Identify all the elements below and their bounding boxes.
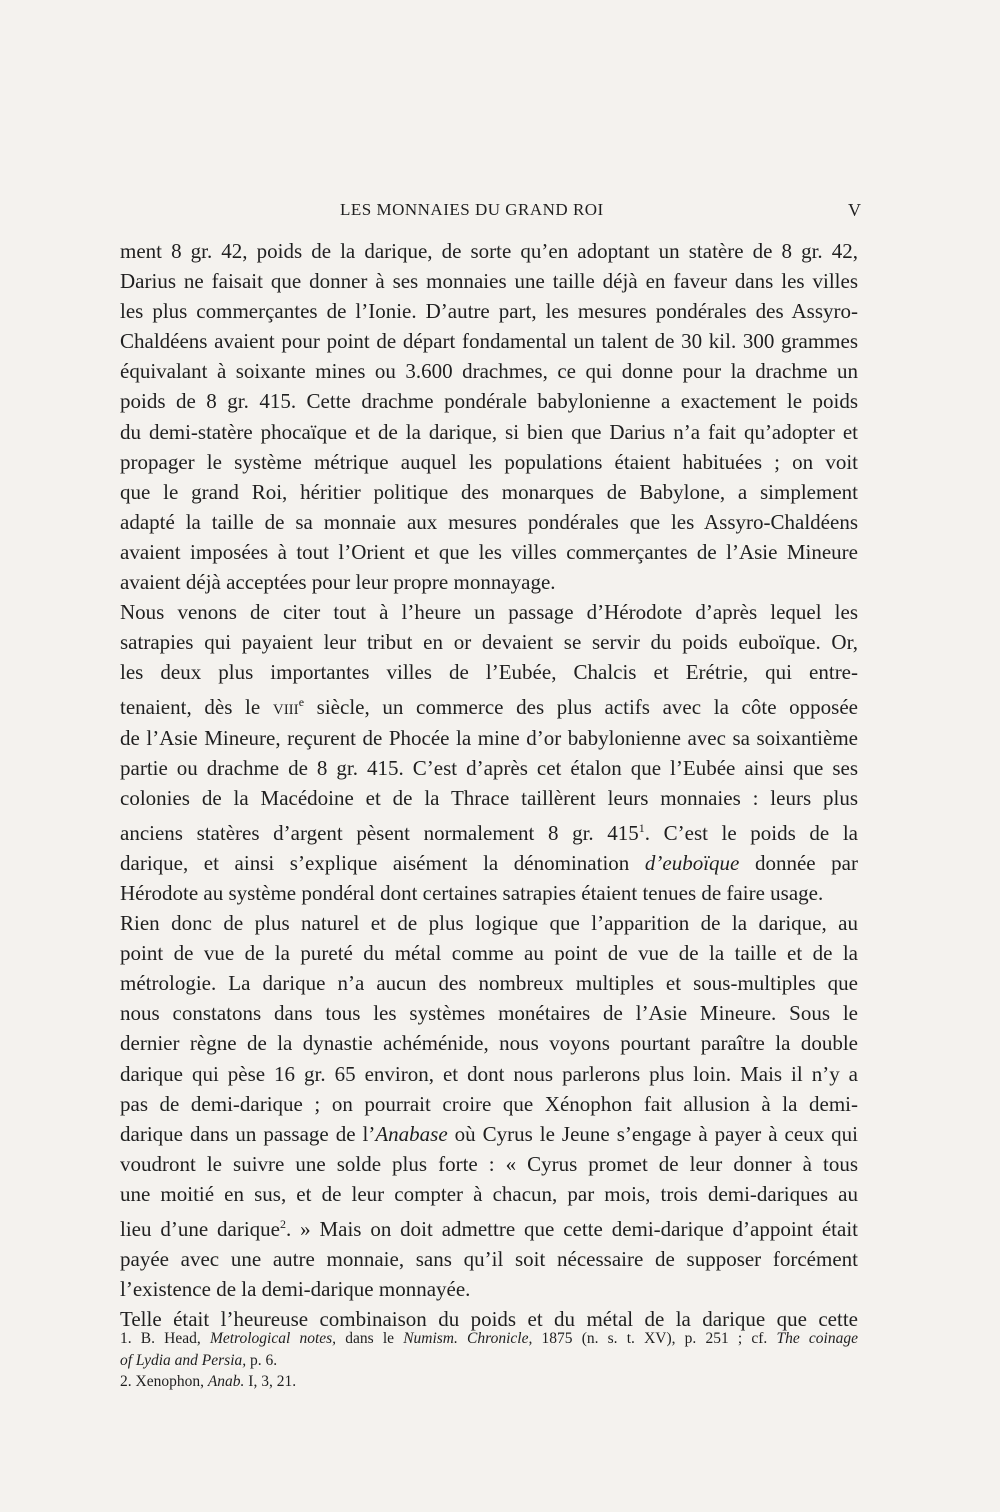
text-run: . » Mais on doit admettre que cette demi-darique d’appoint était (286, 1217, 858, 1241)
text-line (120, 1209, 858, 1244)
italic-title: Anab. (207, 1373, 245, 1390)
text-run: darique dans un passage de l’ (120, 1121, 376, 1146)
text-line: adapté la taille de sa monnaie aux mesures pondérales que les Assyro-Chaldéens (120, 509, 858, 534)
footnote-1 (120, 1328, 858, 1350)
text-line: partie ou drachme de 8 gr. 415. C’est d’après cet étalon que l’Eubée ainsi que ses (120, 755, 858, 780)
text-line: l’existence de la demi-darique monnayée. (120, 1277, 471, 1302)
text-line: colonies de la Macédoine et de la Thrace taillèrent leurs monnaies : leurs plus (120, 785, 858, 810)
footnote-1-continued (120, 1350, 858, 1372)
text-run: B. Head, (131, 1330, 210, 1347)
text-line: pas de demi-darique ; on pourrait croire que Xénophon fait allusion à la demi- (120, 1091, 858, 1116)
footnote-number: 2. (120, 1373, 132, 1390)
italic-title: of Lydia and Persia, (120, 1351, 247, 1369)
text-run: où Cyrus le Jeune s’engage à payer à ceux qui (447, 1121, 858, 1146)
text-run: dans le (336, 1330, 404, 1347)
paragraph-1 (120, 236, 858, 597)
text-run: p. 6. (246, 1351, 278, 1369)
body-text (120, 236, 858, 1334)
paragraph-3 (120, 908, 858, 1304)
text-line: de l’Asie Mineure, reçurent de Phocée la mine d’or babylonienne avec sa soixantième (120, 725, 858, 750)
text-line: voudront le suivre une solde plus forte : « Cyrus promet de leur donner à tous (120, 1151, 858, 1176)
text-line: ment 8 gr. 42, poids de la darique, de sorte qu’en adoptant un statère de 8 gr. 42, (120, 239, 858, 263)
text-line: que le grand Roi, héritier politique des monarques de Babylone, a simplement (120, 479, 858, 504)
text-line: avaient déjà acceptées pour leur propre monnayage. (120, 570, 556, 595)
text-run: lieu d’une darique (120, 1217, 280, 1241)
text-run: donnée par (739, 850, 858, 875)
footnote-2 (120, 1371, 858, 1393)
text-run: tenaient, dès le (120, 695, 273, 720)
text-run: darique, et ainsi s’explique aisément la dénomination (120, 850, 645, 875)
text-line: propager le système métrique auquel les populations étaient habituées ; on voit (120, 449, 858, 474)
text-run: . C’est le poids de la (644, 820, 858, 845)
text-line: payée avec une autre monnaie, sans qu’il soit nécessaire de supposer forcément (120, 1247, 858, 1272)
text-line: Chaldéens avaient pour point de départ fondamental un talent de 30 kil. 300 grammes (120, 329, 858, 354)
footnote-ref-1: 1 (638, 820, 645, 835)
italic-title: The coinage (776, 1330, 858, 1347)
footnote-number: 1. (120, 1330, 132, 1347)
text-run: anciens statères d’argent pèsent normalement 8 gr. 415 (120, 820, 639, 845)
text-line: avaient imposées à tout l’Orient et que les villes commerçantes de l’Asie Mineure (120, 539, 858, 564)
italic-title: Metrological notes, (209, 1330, 337, 1347)
text-run: Xenophon, (131, 1373, 208, 1390)
footnote-ref-2: 2 (280, 1217, 286, 1231)
text-line: une moitié en sus, et de leur compter à chacun, par mois, trois demi-dariques au (120, 1181, 858, 1206)
paragraph-2 (120, 597, 858, 908)
italic-title: Anabase (375, 1121, 448, 1146)
page-number: V (848, 200, 861, 220)
running-header: LES MONNAIES DU GRAND ROI (340, 200, 604, 219)
text-line: Hérodote au système pondéral dont certaines satrapies étaient tenues de faire usage. (120, 880, 824, 905)
text-line: poids de 8 gr. 415. Cette drachme pondérale babylonienne a exactement le poids (120, 389, 858, 414)
text-line: équivalant à soixante mines ou 3.600 drachmes, ce qui donne pour la drachme un (120, 359, 858, 384)
text-run: siècle, un commerce des plus actifs avec la côte opposée (304, 695, 858, 720)
text-line (120, 1119, 858, 1149)
italic-term: d’euboïque (644, 850, 740, 875)
text-line: nous constatons dans tous les systèmes monétaires de l’Asie Mineure. Sous le (120, 1001, 858, 1026)
italic-title: Numism. Chronicle, (403, 1330, 533, 1347)
text-line (120, 597, 858, 627)
text-line: métrologie. La darique n’a aucun des nombreux multiples et sous-multiples que (120, 971, 858, 996)
text-line: point de vue de la pureté du métal comme au point de vue de la taille et de la (120, 941, 858, 966)
text-line: darique qui pèse 16 gr. 65 environ, et dont nous parlerons plus loin. Mais il n’y a (120, 1061, 858, 1086)
footnotes (120, 1328, 858, 1393)
text-line: Telle était l’heureuse combinaison du poids et du métal de la darique que cette (120, 1307, 858, 1332)
text-line (120, 848, 858, 878)
text-run: I, 3, 21. (244, 1373, 297, 1390)
text-run: 1875 (n. s. t. XV), p. 251 ; cf. (532, 1330, 777, 1347)
text-line (120, 813, 858, 848)
text-line: satrapies qui payaient leur tribut en or devaient se servir du poids euboïque. Or, (120, 630, 858, 655)
text-line: les plus commerçantes de l’Ionie. D’autre part, les mesures pondérales des Assyro- (120, 299, 858, 324)
text-line: Darius ne faisait que donner à ses monnaies une taille déjà en faveur dans les villes (120, 269, 858, 294)
text-line: du demi-statère phocaïque et de la darique, si bien que Darius n’a fait qu’adopter et (120, 419, 858, 444)
text-line: les deux plus importantes villes de l’Eubée, Chalcis et Erétrie, qui entre- (120, 660, 858, 685)
text-run: Nous venons de citer tout à l’heure un passage d’Hérodote d’après lequel les (120, 600, 858, 625)
text-line: dernier règne de la dynastie achéménide, nous voyons pourtant paraître la double (120, 1031, 858, 1056)
text-line: Rien donc de plus naturel et de plus logique que l’apparition de la darique, au (120, 911, 858, 936)
text-line (120, 687, 858, 722)
century-numeral: viii (272, 695, 299, 720)
century-superscript: e (298, 695, 305, 710)
